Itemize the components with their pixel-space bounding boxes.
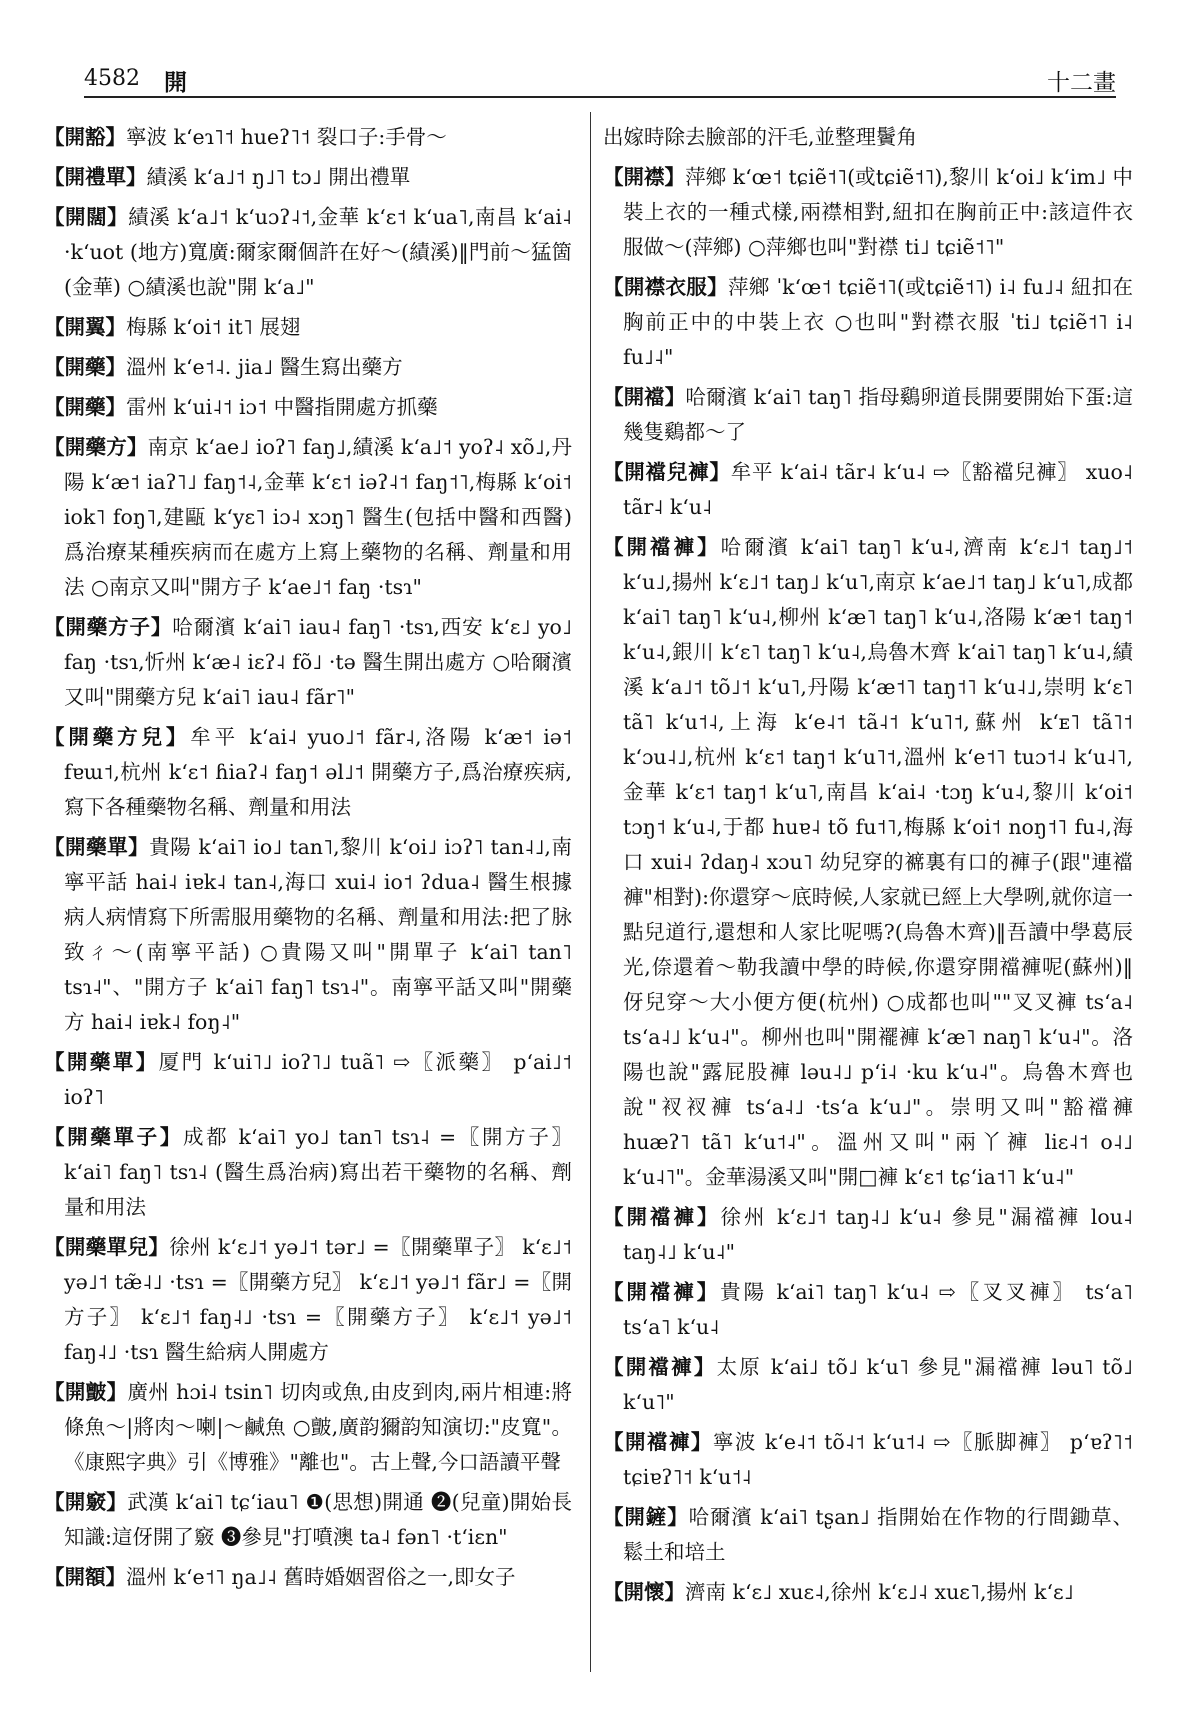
entry-text: 萍鄉 ˈkʻœ˦ tɕiẽ˦˥(或tɕiẽ˦˥) i˨ fu˩˨ 紐扣在胸前正中的中裝上衣 ○也叫"對襟衣服 ˈti˩ tɕiẽ˦˥ i˨ fu˩˨"	[623, 275, 1133, 369]
entry-text: 牟平 kʻai˨ yuo˩˦ fãr˨,洛陽 kʻæ˦ iə˦ fɐɯ˦,杭州 kʻɛ˦ ɦiaʔ˨ faŋ˦ əl˩˦ 開藥方子,爲治療疾病,寫下各種藥物名稱、劑量和用法	[64, 725, 573, 819]
entry-text: 武漢 kʻai˥ tɕʻiau˥ ❶(思想)開通 ❷(兒童)開始長知識:這伢開了竅 ❸參見"打噴澳 ta˨ fən˥ ·tʻiɛn"	[64, 1490, 572, 1549]
entry-text: 哈爾濱 kʻai˥ taŋ˥ 指母鷄卵道長開要開始下蛋:這幾隻鷄都～了	[623, 385, 1133, 444]
right-column	[603, 120, 1133, 1615]
dictionary-entry	[44, 1230, 572, 1370]
entry-text: 哈爾濱 kʻai˥ tʂan˩ 指開始在作物的行間鋤草、鬆土和培土	[623, 1505, 1134, 1564]
entry-text: 哈爾濱 kʻai˥ iau˨ faŋ˥ ·tsɿ,西安 kʻɛ˩ yo˩ faŋ ·tsɿ,忻州 kʻæ˨ iɛʔ˨ fõ˩ ·tə 醫生開出處方 ○哈爾濱又叫"開藥方兒 kʻai˥ iau˨ fãr˥"	[64, 615, 572, 709]
entry-headword: 【開藥】	[44, 395, 126, 419]
entry-headword: 【開藥單兒】	[44, 1235, 170, 1259]
entry-headword: 【開藥單】	[44, 835, 150, 859]
entry-text: 萍鄉 kʻœ˦ tɕiẽ˦˥(或tɕiẽ˦˥),黎川 kʻoi˩ kʻim˩ 中裝上衣的一種式樣,兩襟相對,紐扣在胸前正中:該這件衣服做～(萍鄉) ○萍鄉也叫"對襟 ti˩ tɕiẽ˦˥"	[623, 165, 1133, 259]
dictionary-entry	[44, 160, 572, 195]
entry-headword: 【開竅】	[44, 1490, 128, 1514]
dictionary-entry	[603, 1425, 1133, 1495]
dictionary-entry	[44, 1120, 572, 1225]
dictionary-entry	[603, 380, 1133, 450]
entry-text: 哈爾濱 kʻai˥ taŋ˥ kʻu˨,濟南 kʻɛ˩˦ taŋ˩˦ kʻu˩,揚州 kʻɛ˩˦ taŋ˩ kʻu˥,南京 kʻae˩˦ taŋ˩ kʻu˥,成都 kʻai˥ taŋ˥ kʻu˨,柳州 kʻæ˥ taŋ˥ kʻu˨,洛陽 kʻæ˦ taŋ˦ kʻu˨,銀川 kʻɛ˥ taŋ˥ kʻu˨,烏魯木齊 kʻai˥ taŋ˥ kʻu˨,績溪 kʻa˩˦ tõ˩˦ kʻu˥,丹陽 kʻæ˦˥ taŋ˦˥ kʻu˨˩,崇明 kʻɛ˥ tã˥ kʻu˦˨,上海 kʻe˨˦ tã˨˦ kʻu˥˦,蘇州 kʻᴇ˥ tã˥˦ kʻɔu˨˩,杭州 kʻɛ˦ taŋ˦ kʻu˥˦,溫州 kʻe˦˥ tuɔ˦˨ kʻu˨˥,金華 kʻɛ˦ taŋ˦ kʻu˥,南昌 kʻai˨ ·tɔŋ kʻu˨,黎川 kʻoi˦ tɔŋ˦ kʻu˨,于都 huɐ˨ tõ fu˦˥,梅縣 kʻoi˦ noŋ˦˥ fu˨,海口 xui˨ ʔdaŋ˨ xɔu˥ 幼兒穿的褯裏有口的褲子(跟"連襠褲"相對):你還穿～底時候,人家就已經上大學咧,就你這一點兒道行,還想和人家比呢嗎?(烏魯木齊)‖吾讀中學葛辰光,倷還着～勒我讀中學的時候,你還穿開襠褲呢(蘇州)‖伢兒穿～大小便方便(杭州) ○成都也叫""叉叉褲 tsʻa˨ tsʻa˨˩ kʻu˨"。柳州也叫"開襬褲 kʻæ˥ naŋ˥ kʻu˨"。洛陽也說"露屁股褲 ləu˨˩ pʻi˨ ·ku kʻu˨"。烏魯木齊也說"衩衩褲 tsʻa˨˩ ·tsʻa kʻu˩"。崇明又叫"豁襠褲 huæʔ˥ tã˥ kʻu˦˨"。溫州又叫"兩丫褲 liɛ˨˦ o˨˩ kʻu˨˥"。金華湯溪又叫"開□褲 kʻɛ˦ tɕʻia˦˥ kʻu˨"	[623, 535, 1133, 1189]
entry-headword: 【開藥】	[44, 355, 126, 379]
header-rule	[84, 96, 1116, 98]
entry-headword: 【開翼】	[44, 315, 126, 339]
dictionary-entry	[603, 1500, 1133, 1570]
entry-text: 牟平 kʻai˨ tãr˨ kʻu˨ ⇨〖豁襠兒褲〗 xuo˨ tãr˨ kʻu˨	[623, 460, 1134, 519]
entry-text: 寧波 kʻe˨˦ tõ˨˦ kʻu˦˨ ⇨〖脈脚褲〗 pʻɐʔ˥˦ tɕiɐʔ˥˦ kʻu˦˨	[623, 1430, 1133, 1489]
entry-text: 太原 kʻai˩ tõ˩ kʻu˥ 參見"漏襠褲 ləu˥ tõ˩ kʻu˥"	[623, 1355, 1133, 1414]
dictionary-entry	[603, 270, 1133, 375]
entry-text: 廣州 hɔi˨ tsin˥ 切肉或魚,由皮到肉,兩片相連:將條魚～|將肉～喇|～鹹魚 ○皽,廣韵獮韵知演切:"皮寬"。《康熙字典》引《博雅》"離也"。古上聲,今口語讀平聲	[64, 1380, 573, 1474]
entry-headword: 【開藥方兒】	[44, 725, 191, 749]
dictionary-entry	[44, 200, 572, 305]
entry-text: 徐州 kʻɛ˩˦ taŋ˨˩ kʻu˨ 參見"漏襠褲 lou˨ taŋ˨˩ kʻu˨"	[623, 1205, 1134, 1264]
dictionary-entry	[44, 430, 572, 605]
entry-text: 寧波 kʻeɿ˥˦ hueʔ˥˦ 裂口子:手骨～	[126, 125, 447, 149]
dictionary-entry	[603, 120, 1133, 155]
entry-text: 厦門 kʻui˥˩ ioʔ˥˩ tuã˥ ⇨〖派藥〗 pʻai˩˦ ioʔ˥	[64, 1050, 573, 1109]
dictionary-entry	[44, 610, 572, 715]
entry-headword: 【開藥單子】	[44, 1125, 183, 1149]
entry-headword: 【開藥方】	[44, 435, 148, 459]
dictionary-entry	[44, 1560, 572, 1595]
entry-text: 溫州 kʻe˦˨. jia˩ 醫生寫出藥方	[126, 355, 403, 379]
running-head-character: 開	[164, 69, 187, 96]
dictionary-entry	[44, 720, 572, 825]
dictionary-entry	[44, 390, 572, 425]
entry-text: 梅縣 kʻoi˦ it˥ 展翅	[126, 315, 301, 339]
entry-text: 出嫁時除去臉部的汗毛,並整理鬢角	[603, 125, 918, 149]
entry-headword: 【開藥方子】	[44, 615, 173, 639]
entry-headword: 【開鏟】	[603, 1505, 689, 1529]
entry-text: 績溪 kʻa˩˦ kʻuɔʔ˨˦,金華 kʻɛ˦ kʻua˥,南昌 kʻai˨ ·kʻuot (地方)寬廣:爾家爾個許在好～(績溪)‖門前～猛箇(金華) ○績溪也說"開 kʻa˩"	[64, 205, 573, 299]
section-label: 十二畫	[1047, 70, 1116, 96]
dictionary-entry	[44, 830, 572, 1040]
entry-headword: 【開襠】	[603, 385, 686, 409]
entry-text: 績溪 kʻa˩˦ ŋ˩˥ tɔ˩ 開出禮單	[146, 165, 411, 189]
dictionary-entry	[603, 1200, 1133, 1270]
entry-headword: 【開懷】	[603, 1580, 685, 1604]
left-column	[44, 120, 572, 1600]
dictionary-entry	[603, 1350, 1133, 1420]
entry-text: 貴陽 kʻai˥ taŋ˥ kʻu˨ ⇨〖叉叉褲〗 tsʻa˥ tsʻa˥ kʻu˨	[623, 1280, 1134, 1339]
entry-headword: 【開闊】	[44, 205, 129, 229]
dictionary-entry	[44, 310, 572, 345]
entry-text: 徐州 kʻɛ˩˦ yə˩˦ tər˩ =〖開藥單子〗 kʻɛ˩˦ yə˩˦ tæ̃˨˩ ·tsɿ =〖開藥方兒〗 kʻɛ˩˦ yə˩˦ fãr˩ =〖開方子〗 kʻɛ˩˦ faŋ˨˩ ·tsɿ =〖開藥方子〗 kʻɛ˩˦ yə˩˦ faŋ˨˩ ·tsɿ 醫生給病人開處方	[64, 1235, 573, 1364]
entry-text: 溫州 kʻe˦˥ ŋa˩˨ 舊時婚姻習俗之一,即女子	[126, 1565, 516, 1589]
dictionary-entry	[44, 1045, 572, 1115]
page-header	[84, 58, 1116, 98]
dictionary-entry	[603, 530, 1133, 1195]
entry-headword: 【開額】	[44, 1565, 126, 1589]
entry-headword: 【開襟】	[603, 165, 686, 189]
entry-headword: 【開襠褲】	[603, 1205, 721, 1229]
dictionary-entry	[603, 1275, 1133, 1345]
dictionary-entry	[603, 1575, 1133, 1610]
entry-headword: 【開藥單】	[44, 1050, 159, 1074]
entry-headword: 【開襟衣服】	[603, 275, 728, 299]
entry-text: 濟南 kʻɛ˩ xuɛ˨,徐州 kʻɛ˩˨ xuɛ˥,揚州 kʻɛ˩	[685, 1580, 1074, 1604]
entry-headword: 【開襠褲】	[603, 535, 721, 559]
entry-text: 南京 kʻae˩ ioʔ˥ faŋ˩,績溪 kʻa˩˦ yoʔ˨ xõ˩,丹陽 kʻæ˦ iaʔ˥˩ faŋ˦˨,金華 kʻɛ˦ iəʔ˨˦ faŋ˦˥,梅縣 kʻoi˦ iok˥ foŋ˥,建甌 kʻyɛ˥ iɔ˨ xɔŋ˥ 醫生(包括中醫和西醫)爲治療某種疾病而在處方上寫上藥物的名稱、劑量和用法 ○南京又叫"開方子 kʻae˩˦ faŋ ·tsɿ"	[64, 435, 572, 599]
page-number: 4582	[84, 66, 140, 91]
entry-text: 雷州 kʻui˨˦ iɔ˦ 中醫指開處方抓藥	[126, 395, 438, 419]
entry-headword: 【開禮單】	[44, 165, 147, 189]
entry-headword: 【開襠兒褲】	[603, 460, 731, 484]
column-divider	[590, 112, 591, 1672]
entry-text: 貴陽 kʻai˥ io˩ tan˥,黎川 kʻoi˩ iɔʔ˥ tan˨˩,南寧平話 hai˨ iɐk˨ tan˨,海口 xui˨ io˦ ʔdua˨ 醫生根據病人病情寫下所需服用藥物的名稱、劑量和用法:把了脉致ㄔ～(南寧平話) ○貴陽又叫"開單子 kʻai˥ tan˥ tsɿ˨"、"開方子 kʻai˥ faŋ˥ tsɿ˨"。南寧平話又叫"開藥方 hai˨ iɐk˨ foŋ˨"	[64, 835, 572, 1034]
dictionary-entry	[603, 455, 1133, 525]
dictionary-entry	[44, 350, 572, 385]
dictionary-entry	[603, 160, 1133, 265]
entry-headword: 【開襠褲】	[603, 1280, 721, 1304]
entry-headword: 【開襠褲】	[603, 1430, 713, 1454]
entry-headword: 【開皽】	[44, 1380, 128, 1404]
dictionary-entry	[44, 1375, 572, 1480]
dictionary-entry	[44, 1485, 572, 1555]
entry-text: 成都 kʻai˥ yo˩ tan˥ tsɿ˨ =〖開方子〗 kʻai˥ faŋ˥ tsɿ˨ (醫生爲治病)寫出若干藥物的名稱、劑量和用法	[64, 1125, 572, 1219]
dictionary-entry	[44, 120, 572, 155]
entry-headword: 【開豁】	[44, 125, 126, 149]
entry-headword: 【開襠褲】	[603, 1355, 717, 1379]
